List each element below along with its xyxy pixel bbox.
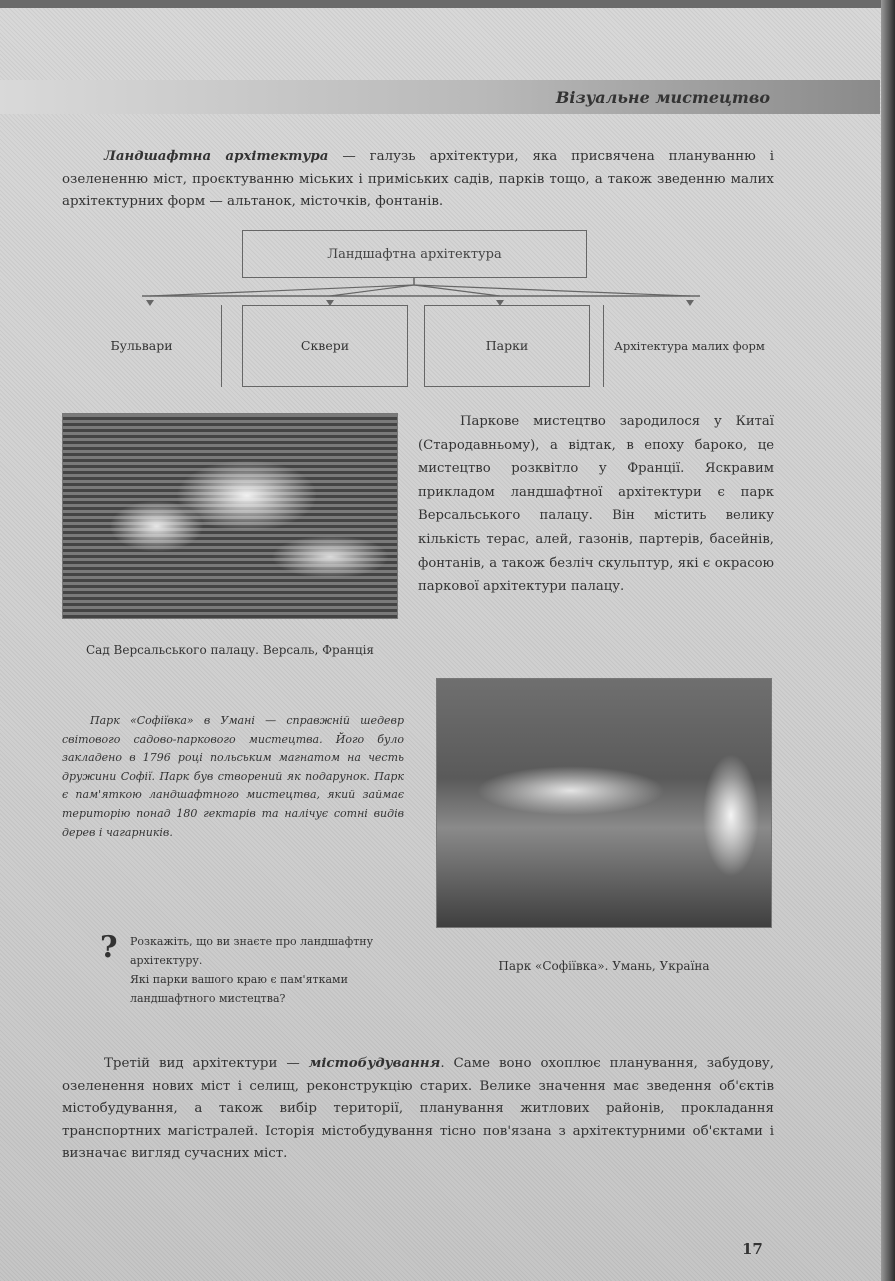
diagram-branch-boulevards: Бульвари [62, 305, 222, 387]
diagram-branch-small-forms: Архітектура малих форм [603, 305, 775, 387]
sofiyivka-note: Парк «Софіївка» в Умані — справжній шедевр світового садово-паркового мистецтва. Його було закладено в 1796 році польським магнатом на честь дружини Софії. Парк був створений як подарунок. Парк є пам'яткою ландшафтного мистецтва, який займає територію понад 180 гектарів та налічує сотні видів дерев і чагарників. [62, 714, 404, 839]
bottom-prefix: Третій вид архітектури — [104, 1056, 309, 1071]
bottom-text: . Саме воно охоплює планування, забудову, озеленення нових міст і селищ, реконструкцію старих. Велике значення має зведення об'єктів містобудування, а також вибір території, планування житлових районів, прокладання транспортних магістралей. Історія містобудування тісно пов'язана з архітектурними об'єктами і визначає вигляд сучасних міст. [62, 1056, 775, 1161]
parks-paragraph: Паркове мистецтво зародилося у Китаї (Стародавньому), а відтак, в епоху бароко, це мистецтво розквітло у Франції. Яскравим прикладом ландшафтної архітектури є парк Версальського палацу. Він містить велику кількість терас, алей, газонів, партерів, басейнів, фонтанів, а також безліч скульптур, які є окрасою паркової архітектури палацу. [418, 414, 774, 595]
intro-term: Ландшафтна архітектура [104, 148, 329, 164]
questions-block [130, 932, 410, 1008]
diagram-branch-squares: Сквери [242, 305, 408, 387]
intro-text: — галузь архітектури, яка присвячена плануванню і озелененню міст, проєктуванню міських і приміських садів, парків тощо, а також зведенню малих архітектурних форм — альтанок, місточків, фонтанів. [62, 149, 774, 209]
versailles-garden-photo [62, 413, 398, 619]
question-item: Які парки вашого краю є пам'ятками ландшафтного мистецтва? [130, 973, 348, 1005]
diagram-branch-parks: Парки [424, 305, 590, 387]
question-mark-icon: ? [100, 930, 118, 965]
sofiyivka-park-photo [436, 678, 772, 928]
page-number: 17 [742, 1240, 763, 1258]
urban-planning-paragraph [62, 1052, 774, 1166]
sofiyivka-caption: Парк «Софіївка». Умань, Україна [498, 959, 710, 973]
urban-planning-term: містобудування [308, 1055, 441, 1071]
diagram-root: Ландшафтна архітектура [242, 230, 587, 278]
question-item: Розкажіть, що ви знаєте про ландшафтну архітектуру. [130, 935, 374, 967]
versailles-caption: Сад Версальського палацу. Версаль, Франція [86, 643, 374, 657]
section-title: Візуальне мистецтво [555, 88, 770, 107]
